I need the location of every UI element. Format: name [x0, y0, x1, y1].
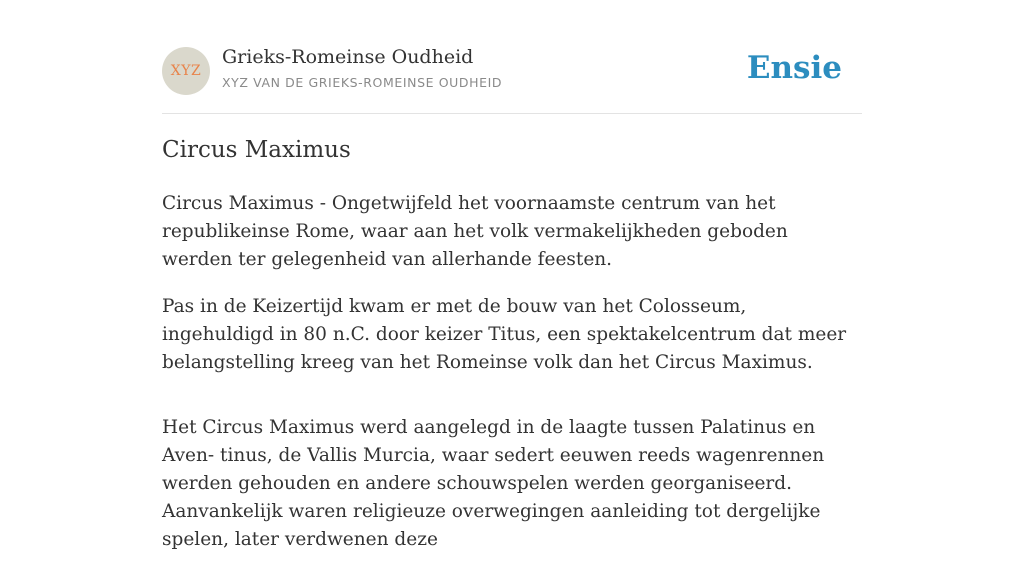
article-body	[162, 190, 862, 573]
ensie-logo[interactable]: Ensie	[746, 50, 842, 86]
article-paragraph: Het Circus Maximus werd aangelegd in de laagte tussen Palatinus en Aven- tinus, de Vallis Murcia, waar sedert eeuwen reeds wagenrennen werden gehouden en andere schouwspelen werden georganiseerd. Aanvankelijk waren religieuze overwegingen aanleiding tot dergelijke spelen, later verdwenen deze	[162, 417, 825, 550]
source-header	[162, 0, 862, 114]
article-paragraph: Circus Maximus - Ongetwijfeld het voornaamste centrum van het republikeinse Rome, waar aan het volk vermakelijkheden geboden werden ter gelegenheid van allerhande feesten.	[162, 193, 788, 270]
page-container	[162, 0, 862, 550]
source-title-link[interactable]: Grieks-Romeinse Oudheid	[222, 46, 474, 68]
source-subtitle: XYZ VAN DE GRIEKS-ROMEINSE OUDHEID	[222, 75, 503, 90]
source-avatar[interactable]: XYZ	[162, 47, 210, 95]
article-paragraph: Pas in de Keizertijd kwam er met de bouw van het Colosseum, ingehuldigd in 80 n.C. door keizer Titus, een spektakelcentrum dat meer belangstelling kreeg van het Romeinse volk dan het Circus Maximus.	[162, 296, 847, 373]
article-title: Circus Maximus	[162, 137, 351, 163]
